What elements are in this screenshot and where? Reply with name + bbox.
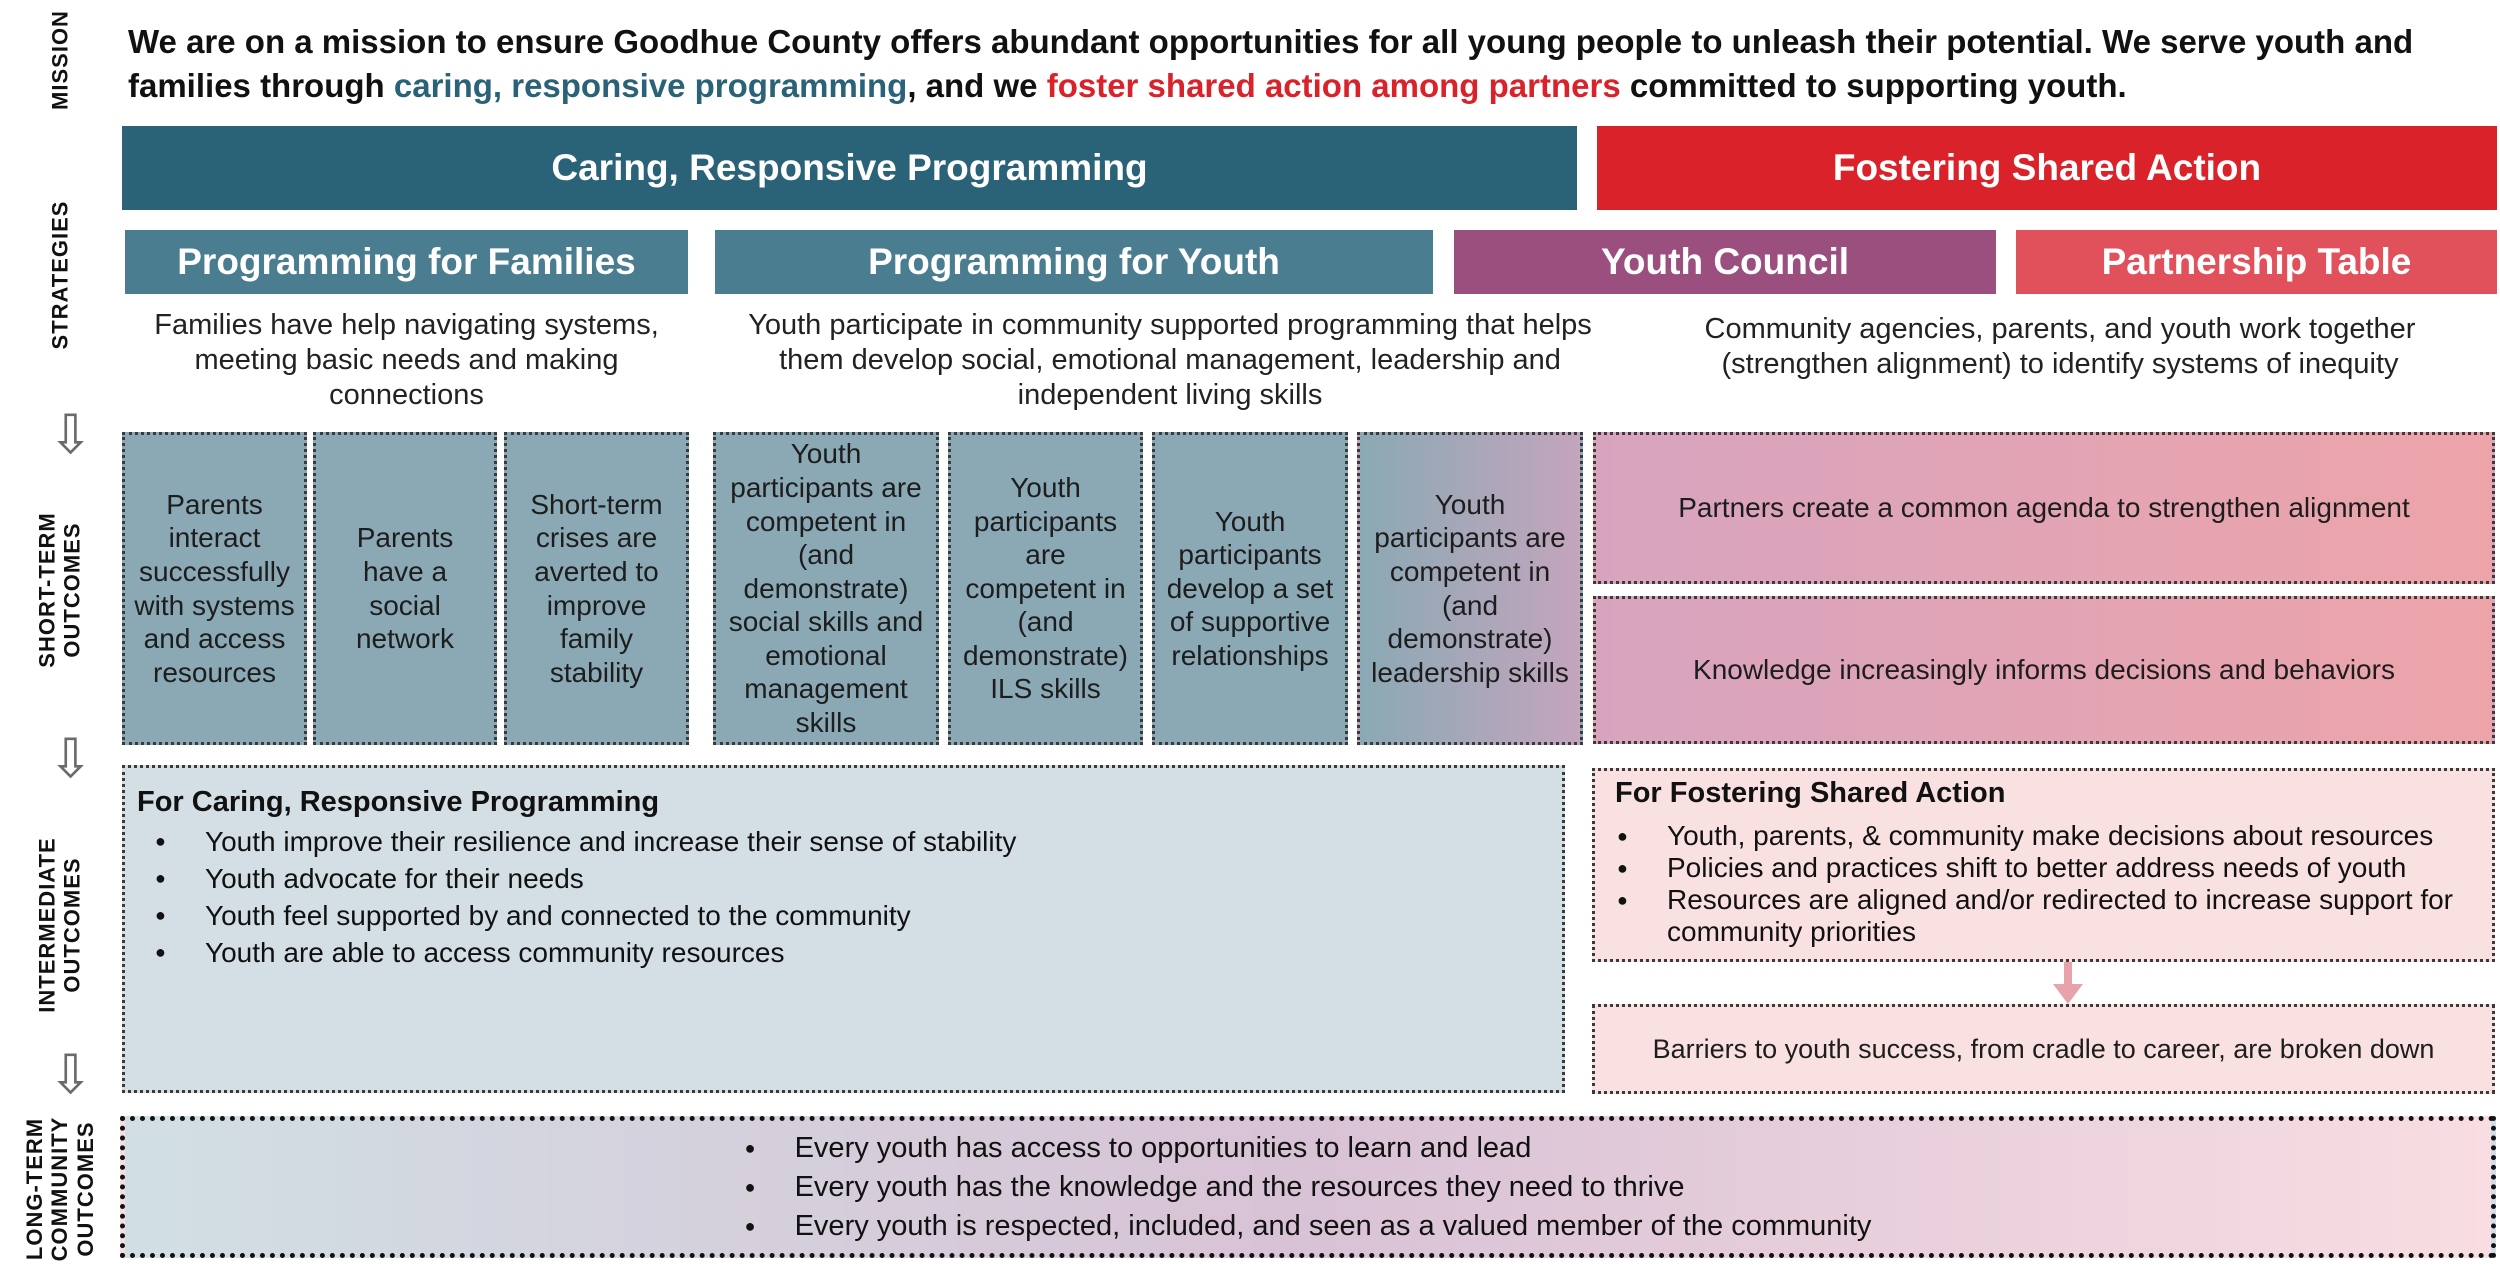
outcome-box-youth-relationships: Youth participants develop a set of supportive relationships [1152,432,1348,745]
outcome-box-crises-averted: Short-term crises are averted to improve family stability [504,432,689,745]
outcome-box-youth-ils-skills: Youth participants are competent in (and demonstrate) ILS skills [948,432,1143,745]
side-label-strategies: STRATEGIES [47,200,73,350]
list-item: ● Youth improve their resilience and increase their sense of stability [205,823,1550,860]
strategy-programming-for-families: Programming for Families [125,230,688,294]
pink-down-arrow-icon [2053,962,2083,1004]
side-label-short-term: SHORT-TERM OUTCOMES [34,512,85,668]
barriers-broken-down: Barriers to youth success, from cradle to career, are broken down [1592,1004,2495,1094]
strategy-youth-council: Youth Council [1454,230,1996,294]
intermediate-panel-shared-action [1592,768,2495,962]
side-label-mission: MISSION [47,10,73,110]
intermediate-shared-title: For Fostering Shared Action [1615,777,2006,809]
outcome-box-parents-social-network: Parents have a social network [313,432,497,745]
down-arrow-icon: ⇩ [48,405,94,465]
list-item: ● Youth, parents, & community make decisions about resources [1667,820,2472,852]
strategy-partnership-table: Partnership Table [2016,230,2497,294]
outcome-box-parents-interact: Parents interact successfully with systems and access resources [122,432,307,745]
outcome-box-knowledge-informs: Knowledge increasingly informs decisions and behaviors [1593,596,2495,744]
side-label-intermediate: INTERMEDIATE OUTCOMES [34,837,85,1013]
down-arrow-icon: ⇩ [48,729,94,789]
header-fostering-shared-action: Fostering Shared Action [1597,126,2497,210]
list-item: ● Youth advocate for their needs [205,860,1550,897]
header-caring-responsive-programming: Caring, Responsive Programming [122,126,1577,210]
description-shared-action: Community agencies, parents, and youth work together (strengthen alignment) to identify systems of inequity [1704,313,2416,380]
long-term-list [745,1129,1872,1246]
outcome-box-youth-leadership: Youth participants are competent in (and demonstrate) leadership skills [1357,432,1583,745]
list-item: ● Resources are aligned and/or redirected to increase support for community priorities [1667,884,2472,948]
down-arrow-icon: ⇩ [48,1045,94,1105]
mission-highlight-shared-action: foster shared action among partners [1046,66,1621,104]
list-item: ● Every youth has access to opportunities to learn and lead [795,1129,1872,1168]
list-item: ● Policies and practices shift to better address needs of youth [1667,852,2472,884]
outcome-box-youth-social-skills: Youth participants are competent in (and demonstrate) social skills and emotional management skills [713,432,939,745]
intermediate-programming-title: For Caring, Responsive Programming [137,786,660,818]
list-item: ● Youth feel supported by and connected to the community [205,897,1550,934]
side-label-long-term: LONG-TERM COMMUNITY OUTCOMES [22,1116,98,1261]
mission-highlight-programming: caring, responsive programming [393,66,908,104]
mission-statement: We are on a mission to ensure Goodhue County offers abundant opportunities for all young people to unleash their potential. We serve youth and families through caring, responsive programming, and we foster shared action among partners committed to supporting youth. [128,23,2414,104]
intermediate-programming-list [137,823,1550,971]
list-item: ● Every youth is respected, included, and seen as a valued member of the community [795,1207,1872,1246]
outcome-box-common-agenda: Partners create a common agenda to strengthen alignment [1593,432,2495,584]
list-item: ● Every youth has the knowledge and the resources they need to thrive [795,1168,1872,1207]
intermediate-shared-list [1615,820,2472,948]
description-families: Families have help navigating systems, meeting basic needs and making connections [154,309,659,411]
long-term-panel [120,1116,2496,1258]
intermediate-panel-programming [122,765,1565,1093]
strategy-programming-for-youth: Programming for Youth [715,230,1433,294]
list-item: ● Youth are able to access community resources [205,934,1550,971]
description-youth: Youth participate in community supported programming that helps them develop social, emotional management, leadership and independent living skills [748,309,1592,411]
